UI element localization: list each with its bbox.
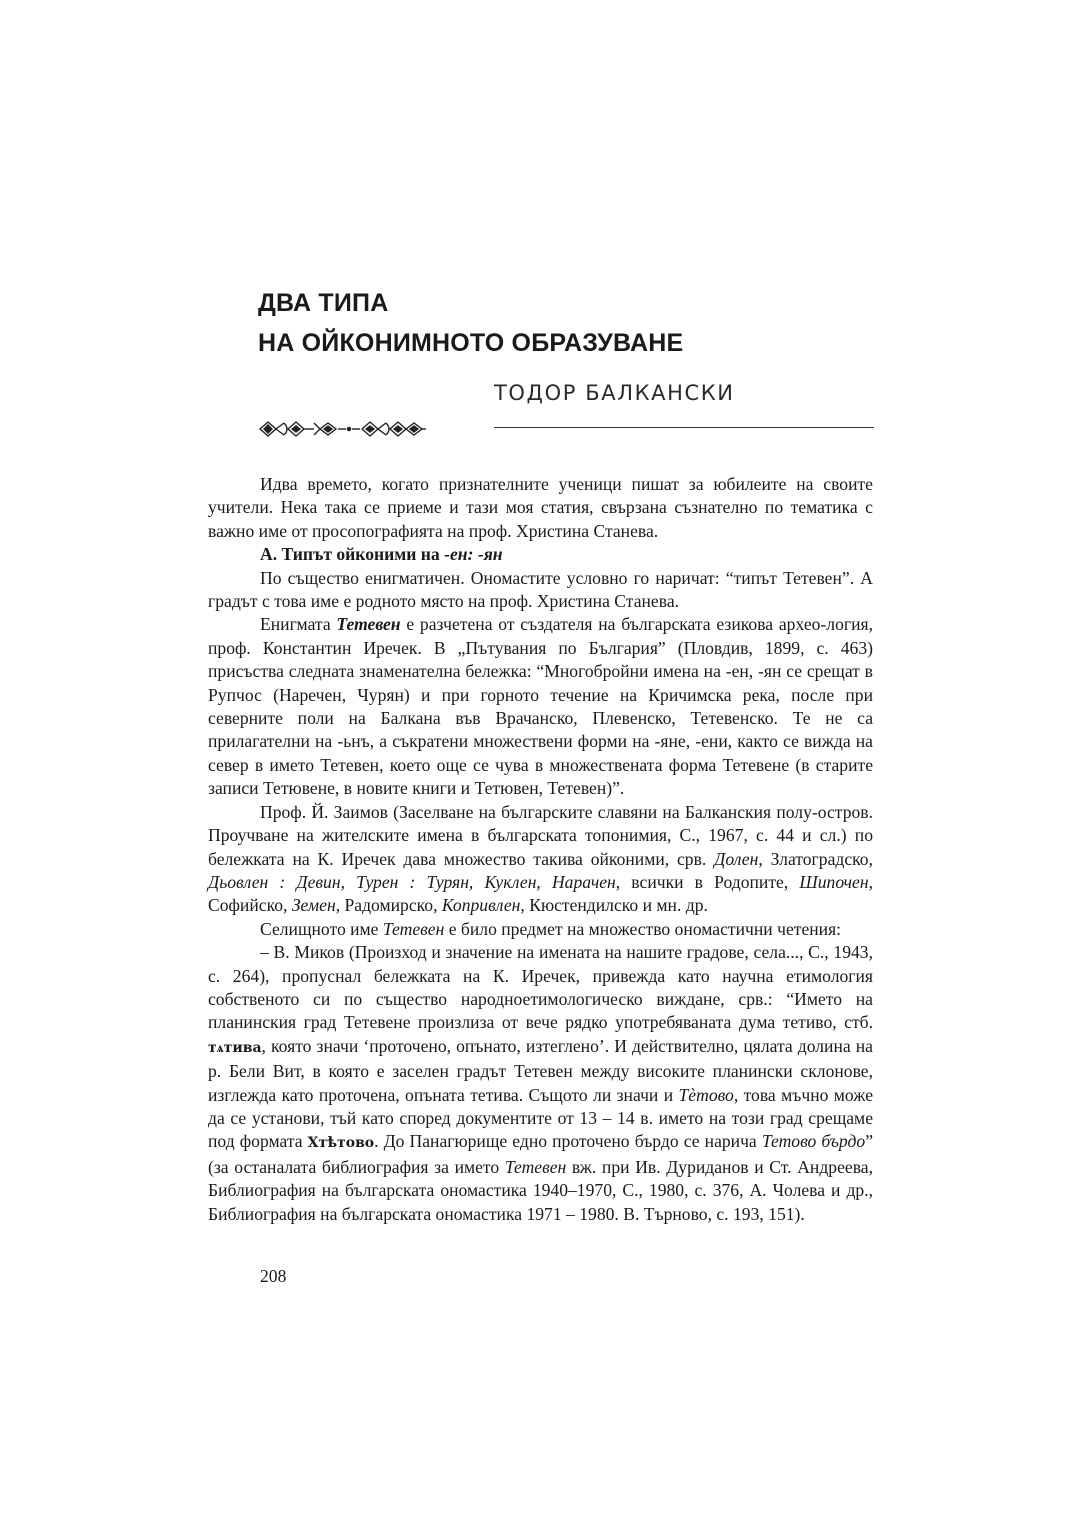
paragraph-mikov xyxy=(208,941,873,1226)
italic-span: Земен xyxy=(291,895,336,916)
text-span: , Златоградско, xyxy=(758,848,873,869)
italic-span: Шипочен xyxy=(799,871,869,892)
paragraph-intro: Идва времето, когато признателните ученици пишат за юбилеите на своите учители. Нека така се приеме и тази моя статия, свързана съзнателно по тематика с важно име от просопографията на проф. Христина Станева. xyxy=(208,474,873,541)
text-span: Енигмата xyxy=(260,614,337,635)
author-underline-rule xyxy=(494,427,874,428)
italic-span: Тетевен xyxy=(382,918,445,939)
text-span: вж. при Ив. Дуриданов и Ст. Андреева, Библиография на българската ономастика 1940–1970, С., 1980, с. 376, А. Чолева и др., Библиография на българската ономастика 1971 – 1980. В. Търново, с. 193, 151). xyxy=(208,1156,873,1224)
old-church-slavonic-word: тѧтива xyxy=(208,1039,262,1056)
italic-span: Тетово бърдо xyxy=(761,1131,866,1152)
text-span: Селищното име xyxy=(260,918,383,939)
article-title-line-2: НА ОЙКОНИМНОТО ОБРАЗУВАНЕ xyxy=(258,329,684,357)
text-span: , която значи ‘проточено, опънато, изтеглено’. И действително, цялата долина на р. Бели Вит, в която е заселен градът Тетевен между високите планински склонове, изглежда като проточена, опъната тетива. Същото ли значи и xyxy=(208,1035,873,1105)
text-span: е разчетена от създателя на българската езикова архео-логия, проф. Константин Иречек. В „Пътувания по България” (Пловдив, 1899, с. 463) присъства следната знаменателна бележка: “Многобройни имена на -ен, -ян се срещат в Рупчос (Наречен, Чурян) и при горното течение на Кричимска река, после при северните поли на Балкана във Врачанско, Плевенско, Тетевенско. Те не са прилагателни на -ьнъ, а съкратени множествени форми на -яне, -ени, както се вижда на север в името Тетевен, което още се чува в множествената форма Тетевене (в старите записи Тетювене, в новите книги и Тетювен, Тетевен)”. xyxy=(208,614,873,799)
text-span: Проф. Й. Заимов (Заселване на българските славяни на Балканския полу-остров. Проучване на жителските имена в българската топонимия, С., 1967, с. 44 и сл.) по бележката на К. Иречек дава множество такива ойконими, срв. xyxy=(208,801,873,869)
author-name: ТОДОР БАЛКАНСКИ xyxy=(494,381,735,405)
section-a-heading-text: А. Типът ойконими на xyxy=(260,544,445,565)
italic-span: Тетевен xyxy=(504,1156,567,1177)
italic-span: Копривлен xyxy=(441,895,521,916)
text-span: , Радомирско, xyxy=(335,895,442,916)
text-span: , Кюстендилско и мн. др. xyxy=(520,895,708,916)
paragraph-jirecek xyxy=(208,613,873,800)
page-number: 208 xyxy=(260,1266,287,1286)
text-span: . До Панагюрище едно проточено бърдо се нарича xyxy=(374,1131,762,1152)
text-span: ” (за останалата библиография за името xyxy=(208,1131,873,1177)
paragraph-settlement xyxy=(208,918,873,941)
article-body xyxy=(208,473,873,1226)
section-a-heading-suffix: -ен: -ян xyxy=(444,544,503,565)
italic-span: Долен xyxy=(714,848,759,869)
old-church-slavonic-word: Хтѣтово xyxy=(307,1135,375,1152)
italic-span: Дьовлен : Девин, Турен : Турян, Куклен, Нарачен xyxy=(208,871,616,892)
italic-span: Тѐтово xyxy=(678,1084,734,1105)
section-a-heading xyxy=(208,543,873,566)
text-span: – В. Миков (Произход и значение на имената на нашите градове, села..., С., 1943, с. 264), пропуснал бележката на К. Иречек, привежда като научна етимология собственото си по същество народноетимологическо виждане, срв.: “Името на планинския град Тетевене произлиза от вече рядко употребяваната дума тетиво, стб. xyxy=(208,942,873,1033)
text-span: , всички в Родопите, xyxy=(615,871,800,892)
paragraph-zaimov xyxy=(208,801,873,918)
emphasis-teteven: Тетевен xyxy=(336,614,401,635)
decorative-ornament-icon xyxy=(258,414,428,444)
text-span: , Софийско, xyxy=(208,871,873,916)
paragraph-enigma: По същество енигматичен. Ономастите условно го наричат: “типът Тетевен”. А градът с това име е родното място на проф. Христина Станева. xyxy=(208,567,873,612)
text-span: е било предмет на множество ономастични четения: xyxy=(444,918,842,939)
text-span: , това мъчно може да се установи, тъй като според документите от 13 – 14 в. името на този град срещаме под формата xyxy=(208,1084,873,1152)
article-title-line-1: ДВА ТИПА xyxy=(258,289,389,317)
